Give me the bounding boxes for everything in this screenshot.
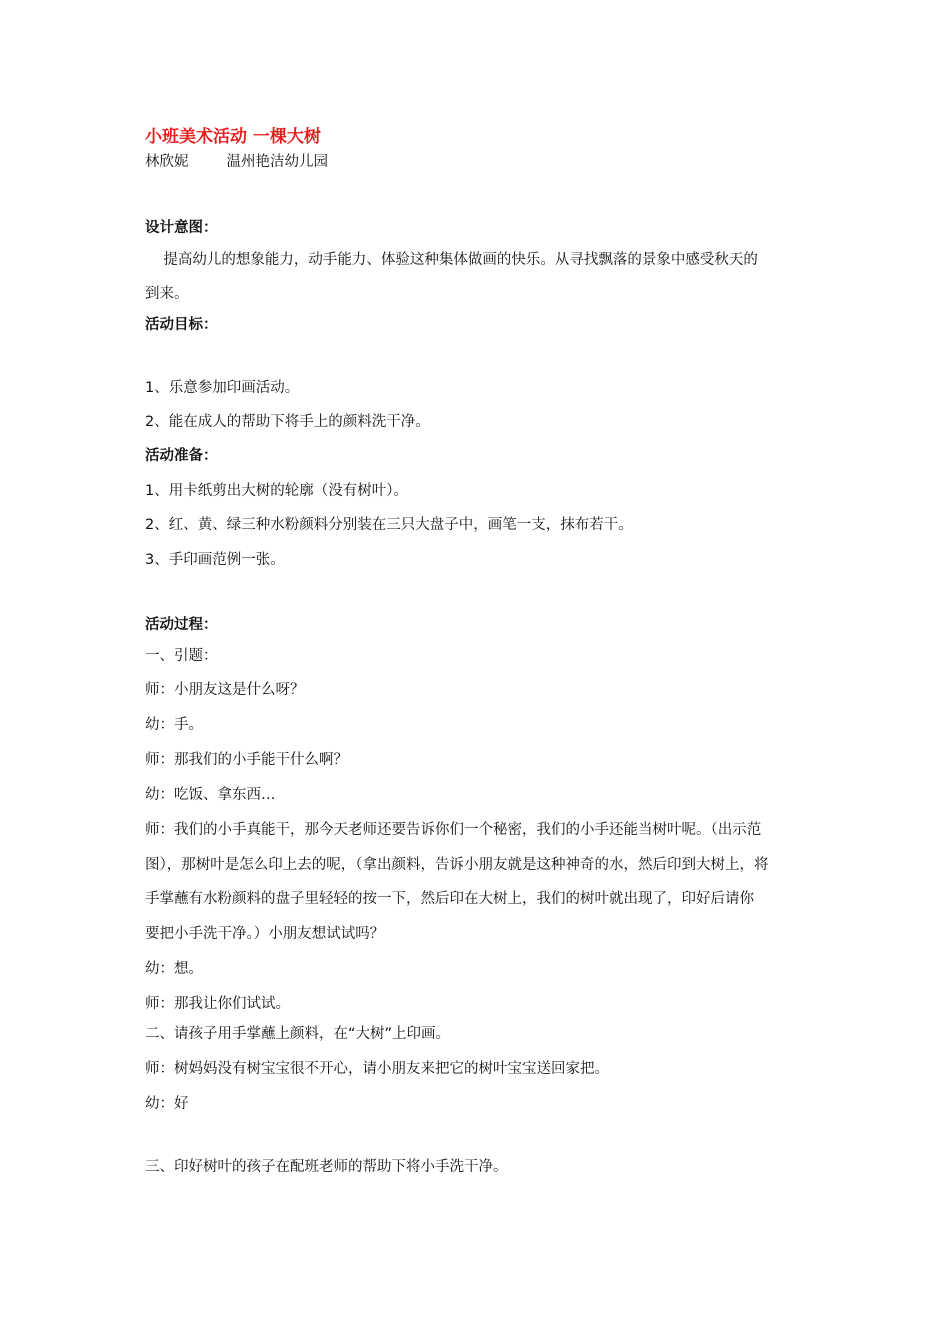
goal-item-2: 2、能在成人的帮助下将手上的颜料洗干净。 bbox=[145, 414, 430, 430]
process-line: 幼：想。 bbox=[145, 961, 203, 977]
design-paragraph-line-1: 提高幼儿的想象能力，动手能力、体验这种集体做画的快乐。从寻找飘落的景象中感受秋天的 bbox=[145, 252, 758, 268]
goal-item-1: 1、乐意参加印画活动。 bbox=[145, 380, 300, 396]
process-line: 手掌蘸有水粉颜料的盘子里轻轻的按一下，然后印在大树上，我们的树叶就出现了，印好后请你 bbox=[145, 891, 754, 907]
process-line: 图），那树叶是怎么印上去的呢，（拿出颜料，告诉小朋友就是这种神奇的水，然后印到大树上，将 bbox=[145, 857, 769, 873]
author-name: 林欣妮 bbox=[145, 154, 189, 170]
process-line: 幼：吃饭、拿东西… bbox=[145, 787, 276, 803]
process-line: 师：那我让你们试试。 bbox=[145, 996, 290, 1012]
process-line: 师：树妈妈没有树宝宝很不开心，请小朋友来把它的树叶宝宝送回家把。 bbox=[145, 1061, 609, 1077]
process-line: 师：小朋友这是什么呀？ bbox=[145, 682, 305, 698]
document-title: 小班美术活动 一棵大树 bbox=[145, 127, 321, 147]
design-paragraph-line-2: 到来。 bbox=[145, 286, 189, 302]
process-line: 师：那我们的小手能干什么啊？ bbox=[145, 752, 348, 768]
prep-item-3: 3、手印画范例一张。 bbox=[145, 552, 285, 568]
goals-heading: 活动目标： bbox=[145, 317, 218, 333]
process-line: 幼：手。 bbox=[145, 717, 203, 733]
process-line: 三、印好树叶的孩子在配班老师的帮助下将小手洗干净。 bbox=[145, 1159, 508, 1175]
process-line: 二、请孩子用手掌蘸上颜料，在“大树”上印画。 bbox=[145, 1026, 451, 1042]
design-heading: 设计意图： bbox=[145, 220, 218, 236]
prep-item-1: 1、用卡纸剪出大树的轮廓（没有树叶）。 bbox=[145, 483, 408, 499]
prep-item-2: 2、红、黄、绿三种水粉颜料分别装在三只大盘子中，画笔一支，抹布若干。 bbox=[145, 517, 633, 533]
process-line: 要把小手洗干净。）小朋友想试试吗？ bbox=[145, 926, 385, 942]
prep-heading: 活动准备： bbox=[145, 448, 218, 464]
school-name: 温州艳洁幼儿园 bbox=[226, 154, 328, 170]
process-line: 幼：好 bbox=[145, 1096, 189, 1112]
process-line: 一、引题： bbox=[145, 648, 218, 664]
author-line bbox=[145, 152, 328, 172]
process-heading: 活动过程： bbox=[145, 617, 218, 633]
process-line: 师：我们的小手真能干，那今天老师还要告诉你们一个秘密，我们的小手还能当树叶呢。（出示范 bbox=[145, 822, 762, 838]
